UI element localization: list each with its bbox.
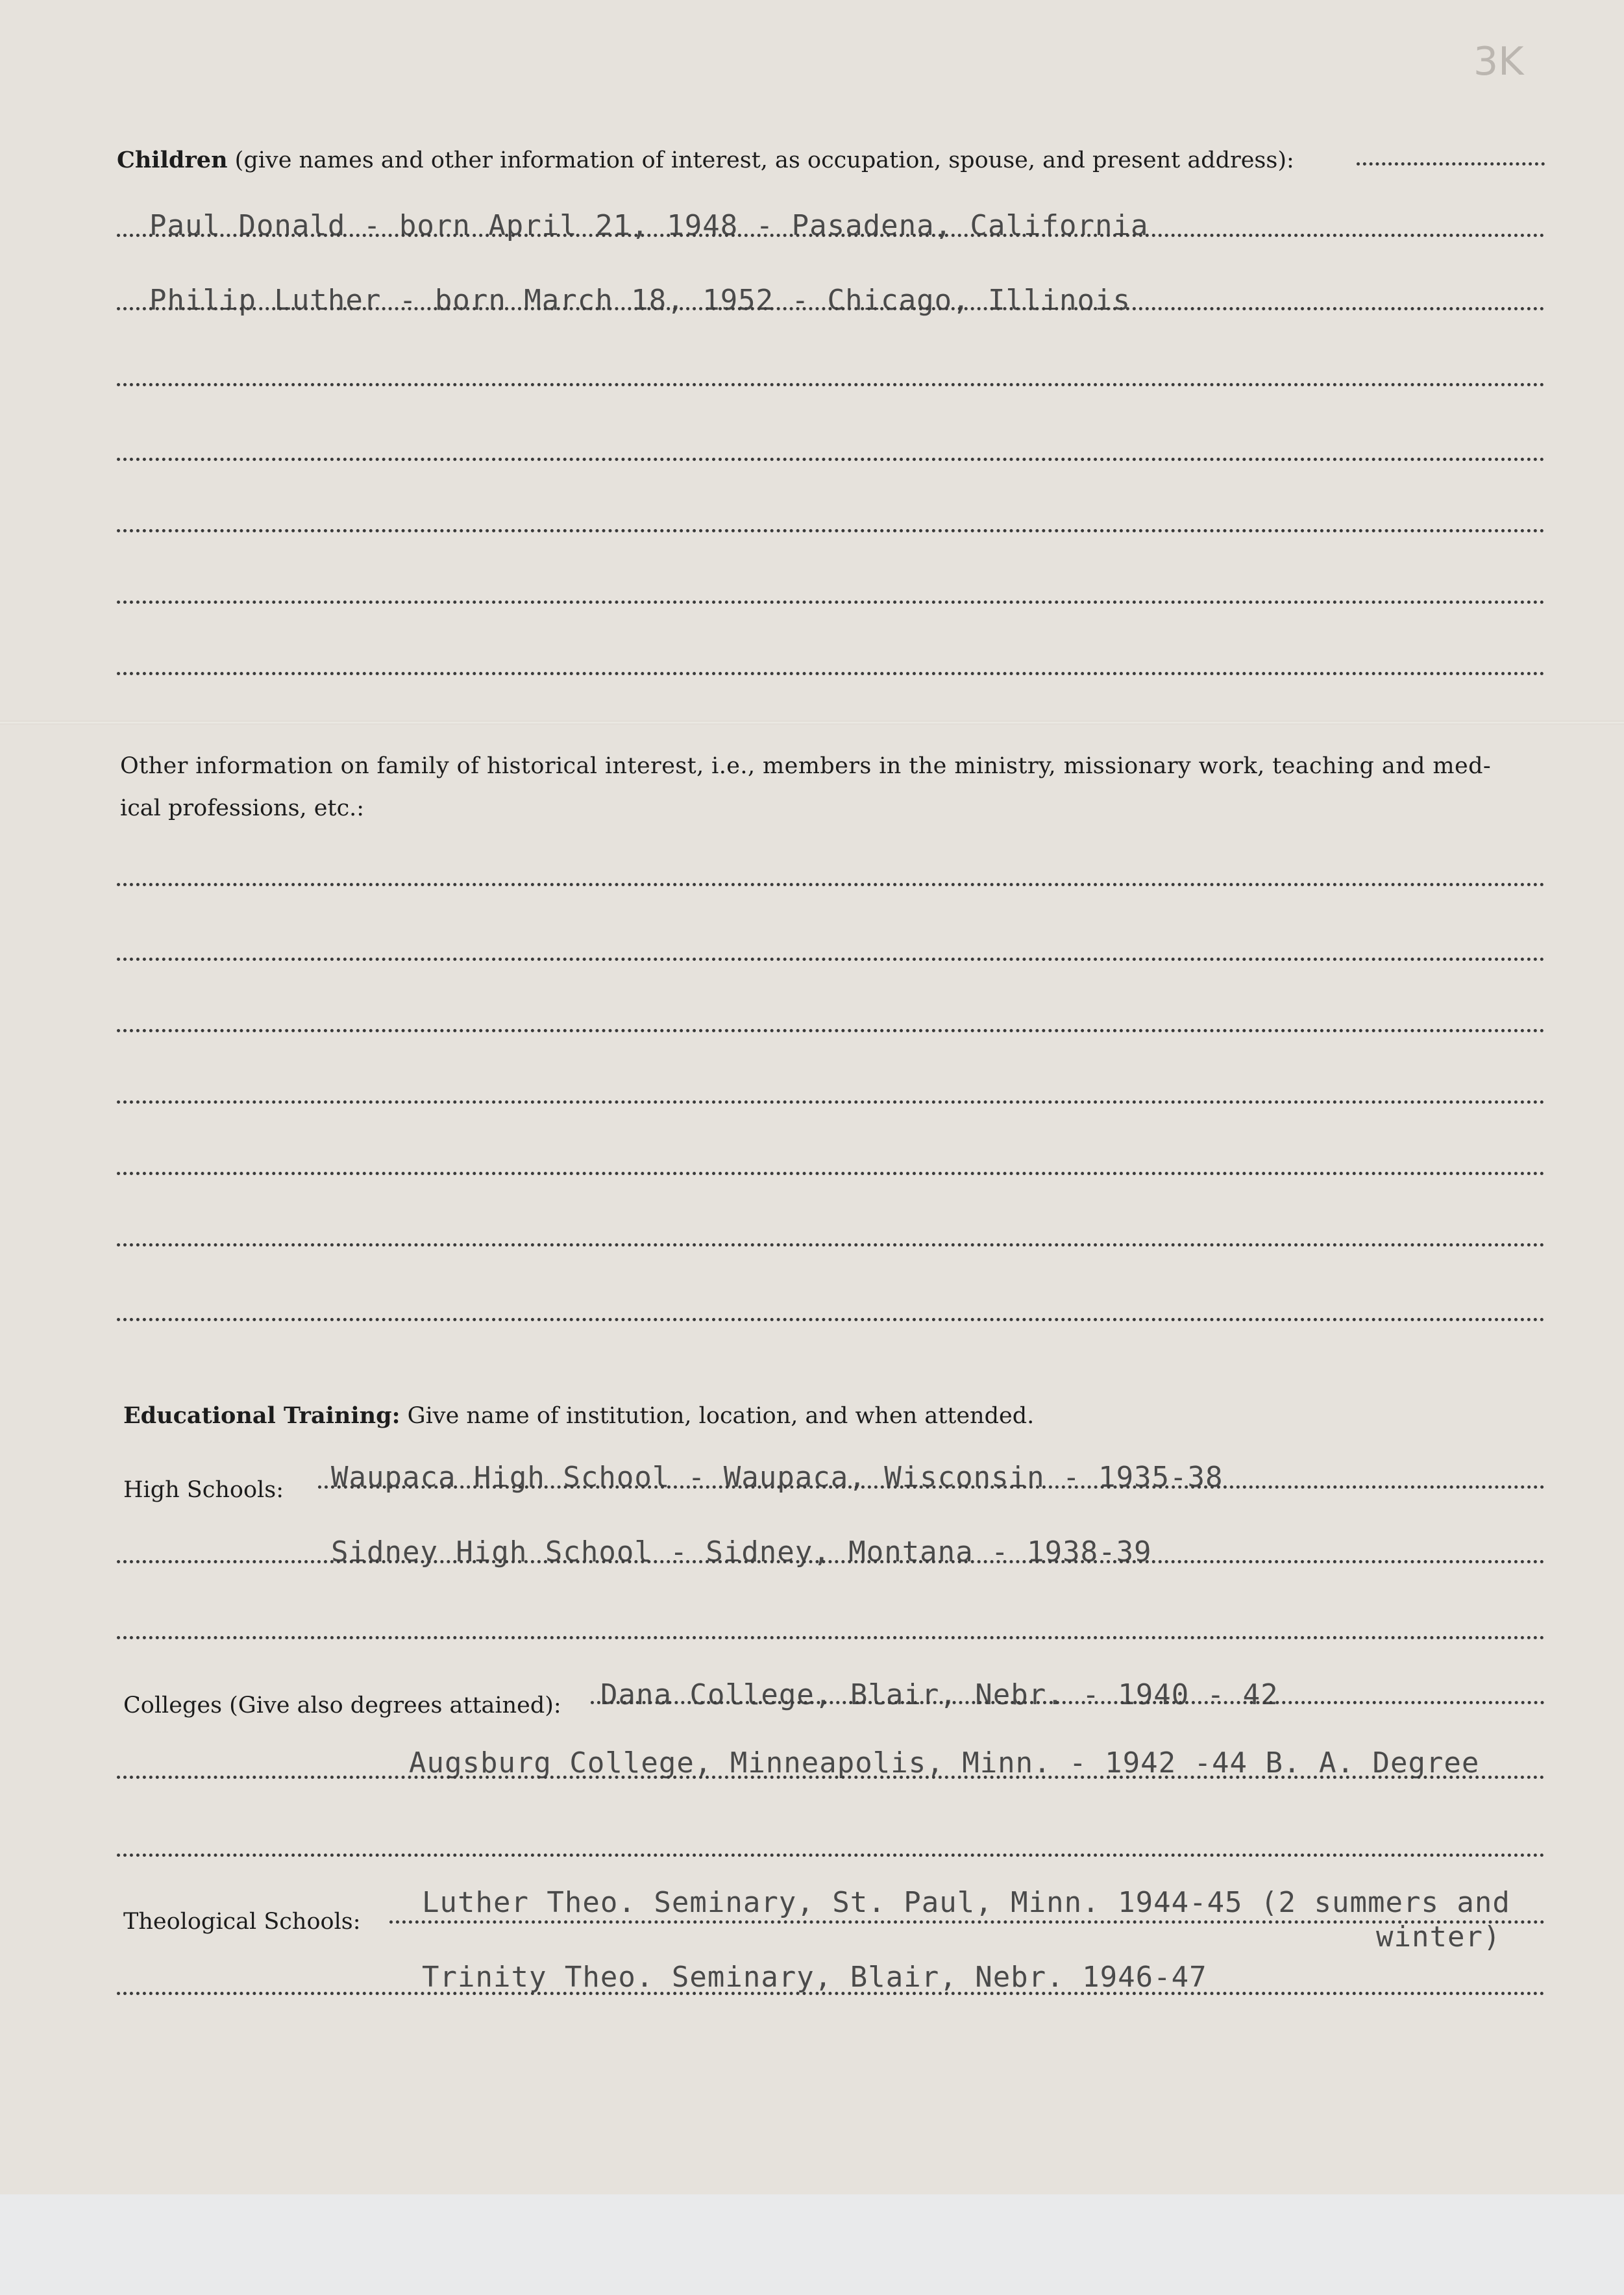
- high-school-entry: Sidney High School - Sidney, Montana - 1938-39: [331, 1535, 1152, 1569]
- children-line-2: [117, 307, 1545, 310]
- theological-line: [117, 1992, 1545, 1995]
- high-schools-line: [318, 1485, 1545, 1489]
- theological-label: Theological Schools:: [123, 1909, 361, 1935]
- other-info-line: [117, 958, 1545, 961]
- high-schools-line: [117, 1636, 1545, 1639]
- children-line-6: [117, 601, 1545, 604]
- children-instructions: (give names and other information of interest, as occupation, spouse, and present address):: [234, 147, 1294, 173]
- colleges-line: [117, 1776, 1545, 1779]
- other-info-label-line2: ical professions, etc.:: [120, 795, 365, 821]
- scan-background: [0, 2194, 1624, 2295]
- other-info-line: [117, 1100, 1545, 1104]
- paper-fold: [0, 721, 1624, 725]
- child-entry: Philip Luther - born March 18, 1952 - Chicago, Illinois: [149, 284, 1131, 317]
- other-info-label-line1: Other information on family of historical interest, i.e., members in the ministry, missionary work, teaching and med-: [120, 753, 1492, 779]
- children-heading: Children: [117, 147, 228, 173]
- theological-line: [389, 1920, 1545, 1924]
- college-entry: Augsburg College, Minneapolis, Minn. - 1942 -44 B. A. Degree: [409, 1746, 1480, 1780]
- colleges-line: [591, 1701, 1545, 1704]
- theological-entry: Trinity Theo. Seminary, Blair, Nebr. 1946-47: [422, 1961, 1207, 1994]
- children-line-5: [117, 529, 1545, 532]
- theological-entry: winter): [1376, 1920, 1501, 1954]
- page-number-mark: 3K: [1473, 39, 1524, 84]
- colleges-label: Colleges (Give also degrees attained):: [123, 1693, 561, 1718]
- other-info-line: [117, 883, 1545, 886]
- children-label: [117, 147, 1294, 173]
- child-entry: Paul Donald - born April 21, 1948 - Pasadena, California: [149, 209, 1149, 242]
- children-line-7: [117, 672, 1545, 675]
- children-line-4: [117, 458, 1545, 461]
- other-info-line: [117, 1243, 1545, 1247]
- education-instructions: Give name of institution, location, and when attended.: [407, 1403, 1035, 1429]
- children-line-3: [117, 383, 1545, 386]
- theological-entry: Luther Theo. Seminary, St. Paul, Minn. 1944-45 (2 summers and: [422, 1886, 1510, 1919]
- education-heading: Educational Training:: [123, 1402, 400, 1429]
- other-info-line: [117, 1029, 1545, 1032]
- children-line-1: [117, 234, 1545, 237]
- college-entry: Dana College, Blair, Nebr. - 1940 - 42: [600, 1678, 1279, 1711]
- children-line-0: [1357, 162, 1545, 166]
- other-info-line: [117, 1172, 1545, 1175]
- high-schools-line: [117, 1560, 1545, 1563]
- high-schools-label: High Schools:: [123, 1477, 284, 1503]
- other-info-line: [117, 1318, 1545, 1321]
- colleges-line: [117, 1854, 1545, 1857]
- education-label: [123, 1402, 1034, 1429]
- high-school-entry: Waupaca High School - Waupaca, Wisconsin - 1935-38: [331, 1461, 1224, 1494]
